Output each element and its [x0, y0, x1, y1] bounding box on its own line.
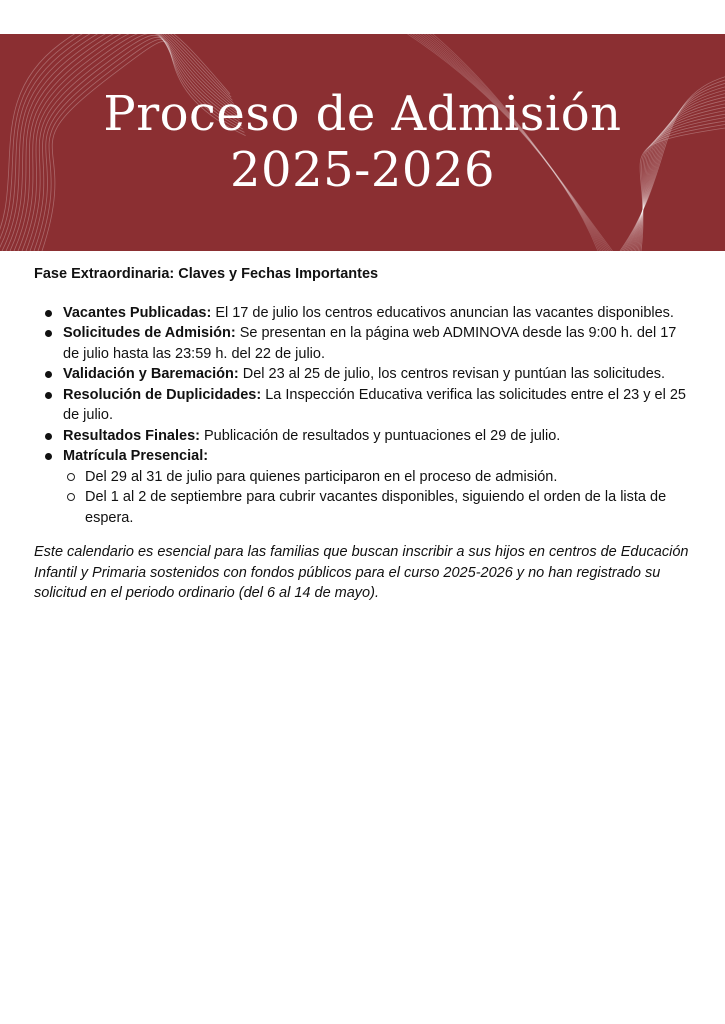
item-text: Publicación de resultados y puntuaciones el 29 de julio. [199, 427, 561, 444]
item-label: Validación y Baremación: [63, 366, 239, 382]
key-dates-list [34, 303, 694, 529]
item-label: Resolución de Duplicidades: [63, 386, 262, 403]
header-banner [0, 34, 725, 251]
list-item [34, 364, 694, 385]
main-content [34, 264, 694, 604]
sub-list-item: Del 1 al 2 de septiembre para cubrir vacantes disponibles, siguiendo el orden de la lista de espera. [63, 487, 694, 528]
list-item [34, 446, 694, 528]
item-label: Vacantes Publicadas: [63, 304, 212, 321]
sub-list [63, 467, 694, 529]
list-item [34, 426, 694, 447]
item-text: El 17 de julio los centros educativos anuncian las vacantes disponibles. [211, 304, 674, 321]
closing-note: Este calendario es esencial para las familias que buscan inscribir a sus hijos en centros de Educación Infantil y Primaria sostenidos con fondos públicos para el curso 2025-2026 y no han registrado su solicitud en el periodo ordinario (del 6 al 14 de mayo). [34, 544, 689, 601]
item-text: La Inspección Educativa verifica las solicitudes entre el 23 y el 25 de julio. [63, 386, 686, 423]
list-item [34, 385, 694, 426]
item-text: Del 23 al 25 de julio, los centros revisan y puntúan las solicitudes. [238, 366, 666, 382]
page-title [0, 86, 725, 198]
item-label: Solicitudes de Admisión: [63, 325, 236, 341]
list-item [34, 323, 694, 364]
sub-list-item: Del 29 al 31 de julio para quienes participaron en el proceso de admisión. [63, 467, 694, 488]
title-line-1: Proceso de Admisión [103, 86, 622, 142]
list-item [34, 303, 694, 324]
title-line-2: 2025-2026 [229, 142, 496, 198]
section-title: Fase Extraordinaria: Claves y Fechas Importantes [34, 266, 379, 282]
item-label: Matrícula Presencial: [63, 448, 209, 464]
item-label: Resultados Finales: [63, 427, 200, 444]
item-text: Se presentan en la página web ADMINOVA desde las 9:00 h. del 17 de julio hasta las 23:59 h. del 22 de julio. [63, 325, 677, 362]
